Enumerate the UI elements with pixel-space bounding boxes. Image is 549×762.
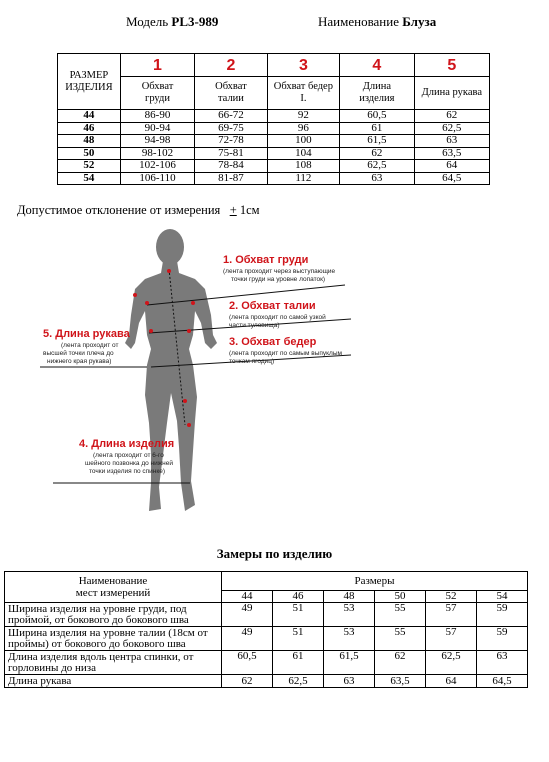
col-header — [340, 77, 414, 110]
value-cell: 60,5 — [222, 651, 273, 675]
col-header — [120, 77, 194, 110]
col-header-line: Обхват — [141, 81, 174, 92]
value-cell: 64,5 — [477, 675, 528, 688]
value-cell: 57 — [426, 603, 477, 627]
measurements-title: Замеры по изделию — [216, 546, 333, 561]
value-cell: 63,5 — [375, 675, 426, 688]
value-cell: 72-78 — [195, 135, 267, 148]
value-cell: 69-75 — [195, 122, 267, 135]
length-label: 4. Длина изделия — [79, 438, 175, 450]
value-cell: 98-102 — [120, 147, 194, 160]
chest-desc: точки груди на уровне лопаток) — [231, 276, 326, 283]
table-row — [58, 135, 490, 148]
value-cell: 62 — [375, 651, 426, 675]
row-name-line: Длина рукава — [8, 674, 72, 687]
length-desc: (лента проходит от 6-го — [93, 452, 164, 459]
col-number: 2 — [195, 54, 267, 77]
table-row — [58, 147, 490, 160]
corner-line: РАЗМЕР — [69, 69, 109, 81]
size-cell: 50 — [58, 147, 121, 160]
row-name — [5, 603, 222, 627]
value-cell: 55 — [375, 603, 426, 627]
col-number: 3 — [267, 54, 339, 77]
table-row — [58, 122, 490, 135]
value-cell: 59 — [477, 627, 528, 651]
value-cell: 66-72 — [195, 110, 267, 123]
model-label: Модель — [126, 14, 169, 29]
col-number: 4 — [340, 54, 414, 77]
size-cell: 54 — [58, 172, 121, 185]
head-left — [5, 572, 222, 603]
value-cell: 63 — [477, 651, 528, 675]
col-header-line: Обхват бедер — [273, 81, 333, 92]
size-table — [57, 53, 490, 185]
row-name-line: горловины до низа — [8, 661, 97, 674]
value-cell: 104 — [267, 147, 339, 160]
tolerance-value: 1см — [239, 203, 260, 217]
length-desc: шейного позвонка до нижней — [85, 460, 173, 467]
model-line — [126, 14, 218, 30]
tolerance-note — [17, 203, 260, 218]
value-cell: 63 — [414, 135, 489, 148]
size-header: 52 — [426, 591, 477, 603]
size-cell: 52 — [58, 160, 121, 173]
row-name-line: Ширина изделия на уровне талии (18см от — [8, 626, 208, 639]
col-number: 1 — [120, 54, 194, 77]
value-cell: 62 — [414, 110, 489, 123]
table-row — [58, 160, 490, 173]
value-cell: 63 — [340, 172, 414, 185]
col-header-line: Обхват — [215, 81, 247, 92]
col-header-line: талии — [217, 93, 244, 104]
value-cell: 55 — [375, 627, 426, 651]
value-cell: 51 — [273, 627, 324, 651]
row-name-line: проймы) от бокового до бокового шва — [8, 637, 186, 650]
value-cell: 62,5 — [414, 122, 489, 135]
value-cell: 102-106 — [120, 160, 194, 173]
hips-label: 3. Обхват бедер — [229, 336, 317, 348]
value-cell: 51 — [273, 603, 324, 627]
value-cell: 59 — [477, 603, 528, 627]
value-cell: 60,5 — [340, 110, 414, 123]
value-cell: 49 — [222, 627, 273, 651]
table-row — [58, 172, 490, 185]
value-cell: 75-81 — [195, 147, 267, 160]
waist-desc: (лента проходит по самой узкой — [229, 314, 326, 321]
value-cell: 92 — [267, 110, 339, 123]
size-cell: 48 — [58, 135, 121, 148]
sleeve-desc: нижнего края рукава) — [47, 358, 112, 365]
plus-minus: + — [229, 203, 237, 217]
size-header: 48 — [324, 591, 375, 603]
value-cell: 106-110 — [120, 172, 194, 185]
col-header — [414, 77, 489, 110]
value-cell: 100 — [267, 135, 339, 148]
value-cell: 108 — [267, 160, 339, 173]
value-cell: 62 — [222, 675, 273, 688]
size-header: 50 — [375, 591, 426, 603]
row-name — [5, 627, 222, 651]
row-name-line: проймой, от бокового до бокового шва — [8, 613, 189, 626]
value-cell: 61 — [273, 651, 324, 675]
row-name — [5, 651, 222, 675]
size-cell: 46 — [58, 122, 121, 135]
value-cell: 61,5 — [324, 651, 375, 675]
col-header-line: I. — [300, 93, 307, 104]
waist-label: 2. Обхват талии — [229, 300, 316, 312]
value-cell: 112 — [267, 172, 339, 185]
row-name-line: Длина изделия вдоль центра спинки, от — [8, 650, 194, 663]
value-cell: 62,5 — [273, 675, 324, 688]
measurements-table — [4, 571, 528, 688]
value-cell: 61 — [340, 122, 414, 135]
row-name-line: Ширина изделия на уровне груди, под — [8, 602, 187, 615]
chest-desc: (лента проходит через выступающие — [223, 268, 336, 275]
value-cell: 62,5 — [340, 160, 414, 173]
head-left-line: мест измерений — [75, 587, 151, 599]
size-header: 44 — [222, 591, 273, 603]
col-header — [267, 77, 339, 110]
value-cell: 64 — [414, 160, 489, 173]
table-row — [5, 627, 528, 651]
value-cell: 96 — [267, 122, 339, 135]
length-desc: точки изделия по спинке) — [89, 468, 166, 475]
col-header-line: груди — [145, 93, 170, 104]
col-header — [195, 77, 267, 110]
chest-label: 1. Обхват груди — [223, 254, 309, 266]
hips-desc: точкам ягодиц) — [229, 358, 275, 365]
name-line — [318, 14, 436, 30]
value-cell: 62,5 — [426, 651, 477, 675]
sleeve-desc: высшей точки плеча до — [43, 350, 114, 357]
size-header: 46 — [273, 591, 324, 603]
size-cell: 44 — [58, 110, 121, 123]
value-cell: 94-98 — [120, 135, 194, 148]
value-cell: 81-87 — [195, 172, 267, 185]
value-cell: 64 — [426, 675, 477, 688]
value-cell: 63 — [324, 675, 375, 688]
value-cell: 62 — [340, 147, 414, 160]
value-cell: 53 — [324, 627, 375, 651]
value-cell: 61,5 — [340, 135, 414, 148]
table-row — [5, 675, 528, 688]
waist-desc: части туловища) — [229, 322, 280, 329]
value-cell: 63,5 — [414, 147, 489, 160]
name-label: Наименование — [318, 14, 399, 29]
value-cell: 53 — [324, 603, 375, 627]
tolerance-text: Допустимое отклонение от измерения — [17, 203, 221, 217]
sleeve-desc: (лента проходит от — [61, 342, 119, 349]
col-number: 5 — [414, 54, 489, 77]
head-sizes: Размеры — [222, 572, 528, 591]
model-code: PL3-989 — [171, 14, 219, 29]
value-cell: 49 — [222, 603, 273, 627]
row-name — [5, 675, 222, 688]
value-cell: 78-84 — [195, 160, 267, 173]
head-left-line: Наименование — [78, 575, 148, 587]
corner-line: ИЗДЕЛИЯ — [65, 81, 113, 93]
table-row — [5, 651, 528, 675]
table-row — [5, 603, 528, 627]
sleeve-label: 5. Длина рукава — [43, 328, 130, 340]
hips-desc: (лента проходит по самым выпуклым — [229, 350, 342, 357]
value-cell: 57 — [426, 627, 477, 651]
value-cell: 64,5 — [414, 172, 489, 185]
size-header: 54 — [477, 591, 528, 603]
col-header-line: изделия — [359, 93, 395, 104]
value-cell: 86-90 — [120, 110, 194, 123]
measurement-diagram — [35, 225, 515, 525]
size-corner — [58, 54, 121, 110]
col-header-line: Длина — [362, 81, 392, 92]
table-row — [58, 110, 490, 123]
col-header-line: Длина рукава — [421, 87, 482, 98]
name-value: Блуза — [402, 14, 437, 29]
value-cell: 90-94 — [120, 122, 194, 135]
